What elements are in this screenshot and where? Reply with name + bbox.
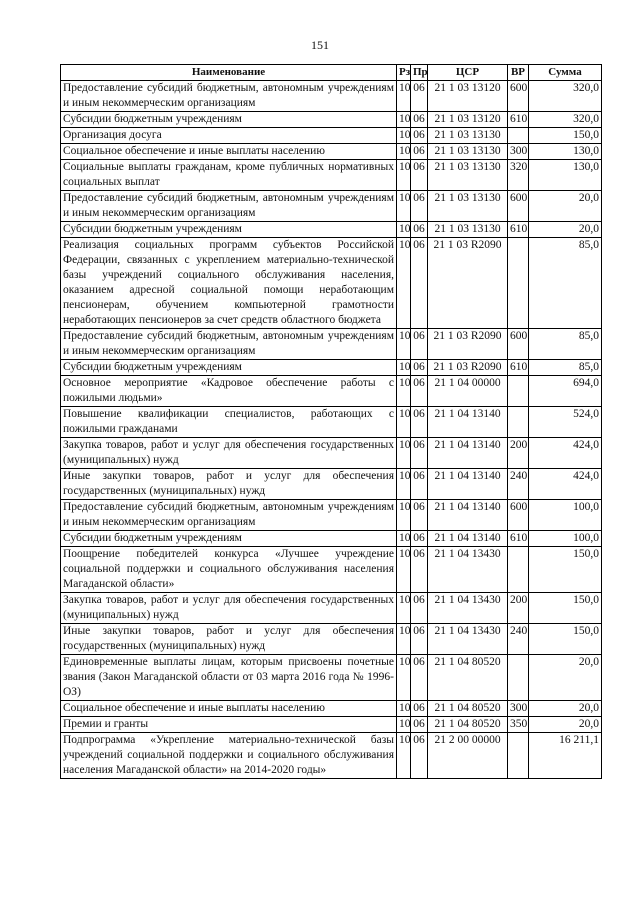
row-sum-cell: 20,0 bbox=[529, 701, 602, 717]
row-name-cell: Субсидии бюджетным учреждениям bbox=[61, 112, 397, 128]
table-row bbox=[61, 160, 602, 191]
row-sum-cell: 150,0 bbox=[529, 624, 602, 655]
table-row bbox=[61, 376, 602, 407]
row-pr-cell: 06 bbox=[411, 438, 428, 469]
row-pr-cell: 06 bbox=[411, 624, 428, 655]
row-rz-cell: 10 bbox=[397, 376, 411, 407]
row-vr-cell: 240 bbox=[508, 469, 529, 500]
row-csr-cell: 21 1 04 13430 bbox=[428, 624, 508, 655]
row-csr-cell: 21 1 03 13130 bbox=[428, 128, 508, 144]
table-row bbox=[61, 469, 602, 500]
row-vr-cell: 240 bbox=[508, 624, 529, 655]
row-pr-cell: 06 bbox=[411, 128, 428, 144]
table-row bbox=[61, 238, 602, 329]
row-pr-cell: 06 bbox=[411, 360, 428, 376]
row-vr-cell: 200 bbox=[508, 438, 529, 469]
row-pr-cell: 06 bbox=[411, 701, 428, 717]
row-vr-cell: 350 bbox=[508, 717, 529, 733]
row-sum-cell: 100,0 bbox=[529, 531, 602, 547]
row-sum-cell: 20,0 bbox=[529, 717, 602, 733]
row-vr-cell bbox=[508, 376, 529, 407]
row-csr-cell: 21 1 04 80520 bbox=[428, 701, 508, 717]
row-rz-cell: 10 bbox=[397, 701, 411, 717]
row-name-cell: Закупка товаров, работ и услуг для обеспечения государственных (муниципальных) нужд bbox=[61, 593, 397, 624]
column-header-csr: ЦСР bbox=[428, 65, 508, 81]
column-header-pr: Пр bbox=[411, 65, 428, 81]
row-rz-cell: 10 bbox=[397, 733, 411, 779]
row-csr-cell: 21 1 04 00000 bbox=[428, 376, 508, 407]
table-row bbox=[61, 81, 602, 112]
row-name-cell: Предоставление субсидий бюджетным, автономным учреждениям и иным некоммерческим организациям bbox=[61, 329, 397, 360]
row-name-cell: Предоставление субсидий бюджетным, автономным учреждениям и иным некоммерческим организациям bbox=[61, 191, 397, 222]
row-pr-cell: 06 bbox=[411, 733, 428, 779]
row-name-cell: Иные закупки товаров, работ и услуг для обеспечения государственных (муниципальных) нужд bbox=[61, 624, 397, 655]
row-sum-cell: 20,0 bbox=[529, 655, 602, 701]
row-csr-cell: 21 1 03 13130 bbox=[428, 144, 508, 160]
row-vr-cell: 610 bbox=[508, 531, 529, 547]
budget-table bbox=[60, 64, 602, 779]
table-row bbox=[61, 500, 602, 531]
row-csr-cell: 21 1 03 13120 bbox=[428, 112, 508, 128]
row-rz-cell: 10 bbox=[397, 655, 411, 701]
row-pr-cell: 06 bbox=[411, 112, 428, 128]
row-name-cell: Реализация социальных программ субъектов Российской Федерации, связанных с укреплением материально-технической базы учреждений социального обслуживания населения, оказанием адресной социальной помощи неработающим пенсионерам, обучением компьютерной грамотности неработающих пенсионеров за счет средств областного бюджета bbox=[61, 238, 397, 329]
row-csr-cell: 21 1 04 80520 bbox=[428, 655, 508, 701]
row-rz-cell: 10 bbox=[397, 112, 411, 128]
row-vr-cell: 600 bbox=[508, 81, 529, 112]
row-name-cell: Субсидии бюджетным учреждениям bbox=[61, 531, 397, 547]
row-sum-cell: 320,0 bbox=[529, 112, 602, 128]
page-number: 151 bbox=[311, 38, 329, 52]
table-row bbox=[61, 112, 602, 128]
row-vr-cell: 610 bbox=[508, 112, 529, 128]
row-rz-cell: 10 bbox=[397, 238, 411, 329]
row-sum-cell: 130,0 bbox=[529, 160, 602, 191]
row-sum-cell: 85,0 bbox=[529, 360, 602, 376]
row-sum-cell: 424,0 bbox=[529, 438, 602, 469]
row-name-cell: Субсидии бюджетным учреждениям bbox=[61, 360, 397, 376]
row-sum-cell: 150,0 bbox=[529, 593, 602, 624]
row-csr-cell: 21 1 04 13140 bbox=[428, 469, 508, 500]
row-sum-cell: 100,0 bbox=[529, 500, 602, 531]
row-pr-cell: 06 bbox=[411, 144, 428, 160]
row-pr-cell: 06 bbox=[411, 655, 428, 701]
row-sum-cell: 524,0 bbox=[529, 407, 602, 438]
row-vr-cell bbox=[508, 407, 529, 438]
row-rz-cell: 10 bbox=[397, 128, 411, 144]
row-pr-cell: 06 bbox=[411, 593, 428, 624]
row-rz-cell: 10 bbox=[397, 81, 411, 112]
row-sum-cell: 150,0 bbox=[529, 547, 602, 593]
row-pr-cell: 06 bbox=[411, 191, 428, 222]
row-sum-cell: 320,0 bbox=[529, 81, 602, 112]
row-vr-cell bbox=[508, 128, 529, 144]
row-vr-cell: 300 bbox=[508, 144, 529, 160]
row-name-cell: Социальное обеспечение и иные выплаты населению bbox=[61, 701, 397, 717]
table-row bbox=[61, 407, 602, 438]
row-csr-cell: 21 1 04 13430 bbox=[428, 547, 508, 593]
row-pr-cell: 06 bbox=[411, 238, 428, 329]
row-vr-cell bbox=[508, 655, 529, 701]
row-pr-cell: 06 bbox=[411, 500, 428, 531]
table-row bbox=[61, 329, 602, 360]
table-row bbox=[61, 624, 602, 655]
column-header-rz: Рз bbox=[397, 65, 411, 81]
row-sum-cell: 20,0 bbox=[529, 191, 602, 222]
row-sum-cell: 16 211,1 bbox=[529, 733, 602, 779]
table-row bbox=[61, 701, 602, 717]
table-header-row bbox=[61, 65, 602, 81]
row-sum-cell: 85,0 bbox=[529, 238, 602, 329]
row-pr-cell: 06 bbox=[411, 717, 428, 733]
table-row bbox=[61, 655, 602, 701]
row-csr-cell: 21 1 03 R2090 bbox=[428, 360, 508, 376]
row-name-cell: Основное мероприятие «Кадровое обеспечение работы с пожилыми людьми» bbox=[61, 376, 397, 407]
row-rz-cell: 10 bbox=[397, 717, 411, 733]
row-sum-cell: 694,0 bbox=[529, 376, 602, 407]
row-name-cell: Социальные выплаты гражданам, кроме публичных нормативных социальных выплат bbox=[61, 160, 397, 191]
table-row bbox=[61, 593, 602, 624]
row-rz-cell: 10 bbox=[397, 407, 411, 438]
row-csr-cell: 21 1 04 13140 bbox=[428, 531, 508, 547]
row-csr-cell: 21 1 03 R2090 bbox=[428, 238, 508, 329]
row-vr-cell: 600 bbox=[508, 191, 529, 222]
table-row bbox=[61, 144, 602, 160]
column-header-name: Наименование bbox=[61, 65, 397, 81]
row-rz-cell: 10 bbox=[397, 329, 411, 360]
row-sum-cell: 20,0 bbox=[529, 222, 602, 238]
row-sum-cell: 130,0 bbox=[529, 144, 602, 160]
row-pr-cell: 06 bbox=[411, 160, 428, 191]
row-csr-cell: 21 1 04 13140 bbox=[428, 438, 508, 469]
row-name-cell: Иные закупки товаров, работ и услуг для обеспечения государственных (муниципальных) нужд bbox=[61, 469, 397, 500]
table-row bbox=[61, 717, 602, 733]
row-pr-cell: 06 bbox=[411, 531, 428, 547]
row-vr-cell: 600 bbox=[508, 329, 529, 360]
row-name-cell: Поощрение победителей конкурса «Лучшее учреждение социальной поддержки и социального обслуживания населения Магаданской области» bbox=[61, 547, 397, 593]
row-csr-cell: 21 1 04 13430 bbox=[428, 593, 508, 624]
row-vr-cell: 320 bbox=[508, 160, 529, 191]
row-rz-cell: 10 bbox=[397, 624, 411, 655]
column-header-vr: ВР bbox=[508, 65, 529, 81]
row-csr-cell: 21 2 00 00000 bbox=[428, 733, 508, 779]
table-row bbox=[61, 128, 602, 144]
row-pr-cell: 06 bbox=[411, 81, 428, 112]
row-name-cell: Подпрограмма «Укрепление материально-технической базы учреждений социальной поддержки и социального обслуживания населения Магаданской области» на 2014-2020 годы» bbox=[61, 733, 397, 779]
row-rz-cell: 10 bbox=[397, 469, 411, 500]
row-rz-cell: 10 bbox=[397, 360, 411, 376]
row-vr-cell bbox=[508, 238, 529, 329]
row-name-cell: Субсидии бюджетным учреждениям bbox=[61, 222, 397, 238]
row-rz-cell: 10 bbox=[397, 531, 411, 547]
row-vr-cell: 600 bbox=[508, 500, 529, 531]
column-header-sum: Сумма bbox=[529, 65, 602, 81]
row-csr-cell: 21 1 03 13120 bbox=[428, 81, 508, 112]
table-row bbox=[61, 360, 602, 376]
row-csr-cell: 21 1 03 13130 bbox=[428, 222, 508, 238]
row-csr-cell: 21 1 04 13140 bbox=[428, 500, 508, 531]
row-pr-cell: 06 bbox=[411, 407, 428, 438]
row-vr-cell: 610 bbox=[508, 222, 529, 238]
table-row bbox=[61, 438, 602, 469]
row-sum-cell: 150,0 bbox=[529, 128, 602, 144]
row-rz-cell: 10 bbox=[397, 144, 411, 160]
row-vr-cell: 300 bbox=[508, 701, 529, 717]
row-rz-cell: 10 bbox=[397, 438, 411, 469]
row-csr-cell: 21 1 04 80520 bbox=[428, 717, 508, 733]
row-pr-cell: 06 bbox=[411, 222, 428, 238]
table-row bbox=[61, 191, 602, 222]
row-rz-cell: 10 bbox=[397, 222, 411, 238]
row-rz-cell: 10 bbox=[397, 547, 411, 593]
row-csr-cell: 21 1 04 13140 bbox=[428, 407, 508, 438]
row-sum-cell: 424,0 bbox=[529, 469, 602, 500]
row-vr-cell: 200 bbox=[508, 593, 529, 624]
row-pr-cell: 06 bbox=[411, 329, 428, 360]
row-csr-cell: 21 1 03 13130 bbox=[428, 160, 508, 191]
row-pr-cell: 06 bbox=[411, 376, 428, 407]
table-row bbox=[61, 733, 602, 779]
row-rz-cell: 10 bbox=[397, 593, 411, 624]
row-name-cell: Премии и гранты bbox=[61, 717, 397, 733]
row-vr-cell: 610 bbox=[508, 360, 529, 376]
row-name-cell: Предоставление субсидий бюджетным, автономным учреждениям и иным некоммерческим организациям bbox=[61, 500, 397, 531]
row-name-cell: Единовременные выплаты лицам, которым присвоены почетные звания (Закон Магаданской области от 03 марта 2016 года № 1996-ОЗ) bbox=[61, 655, 397, 701]
row-rz-cell: 10 bbox=[397, 191, 411, 222]
row-vr-cell bbox=[508, 733, 529, 779]
row-rz-cell: 10 bbox=[397, 160, 411, 191]
row-csr-cell: 21 1 03 R2090 bbox=[428, 329, 508, 360]
row-csr-cell: 21 1 03 13130 bbox=[428, 191, 508, 222]
row-vr-cell bbox=[508, 547, 529, 593]
row-name-cell: Организация досуга bbox=[61, 128, 397, 144]
row-name-cell: Повышение квалификации специалистов, работающих с пожилыми гражданами bbox=[61, 407, 397, 438]
table-row bbox=[61, 222, 602, 238]
row-pr-cell: 06 bbox=[411, 547, 428, 593]
table-row bbox=[61, 531, 602, 547]
row-pr-cell: 06 bbox=[411, 469, 428, 500]
row-name-cell: Предоставление субсидий бюджетным, автономным учреждениям и иным некоммерческим организациям bbox=[61, 81, 397, 112]
row-rz-cell: 10 bbox=[397, 500, 411, 531]
row-name-cell: Закупка товаров, работ и услуг для обеспечения государственных (муниципальных) нужд bbox=[61, 438, 397, 469]
row-name-cell: Социальное обеспечение и иные выплаты населению bbox=[61, 144, 397, 160]
row-sum-cell: 85,0 bbox=[529, 329, 602, 360]
table-row bbox=[61, 547, 602, 593]
